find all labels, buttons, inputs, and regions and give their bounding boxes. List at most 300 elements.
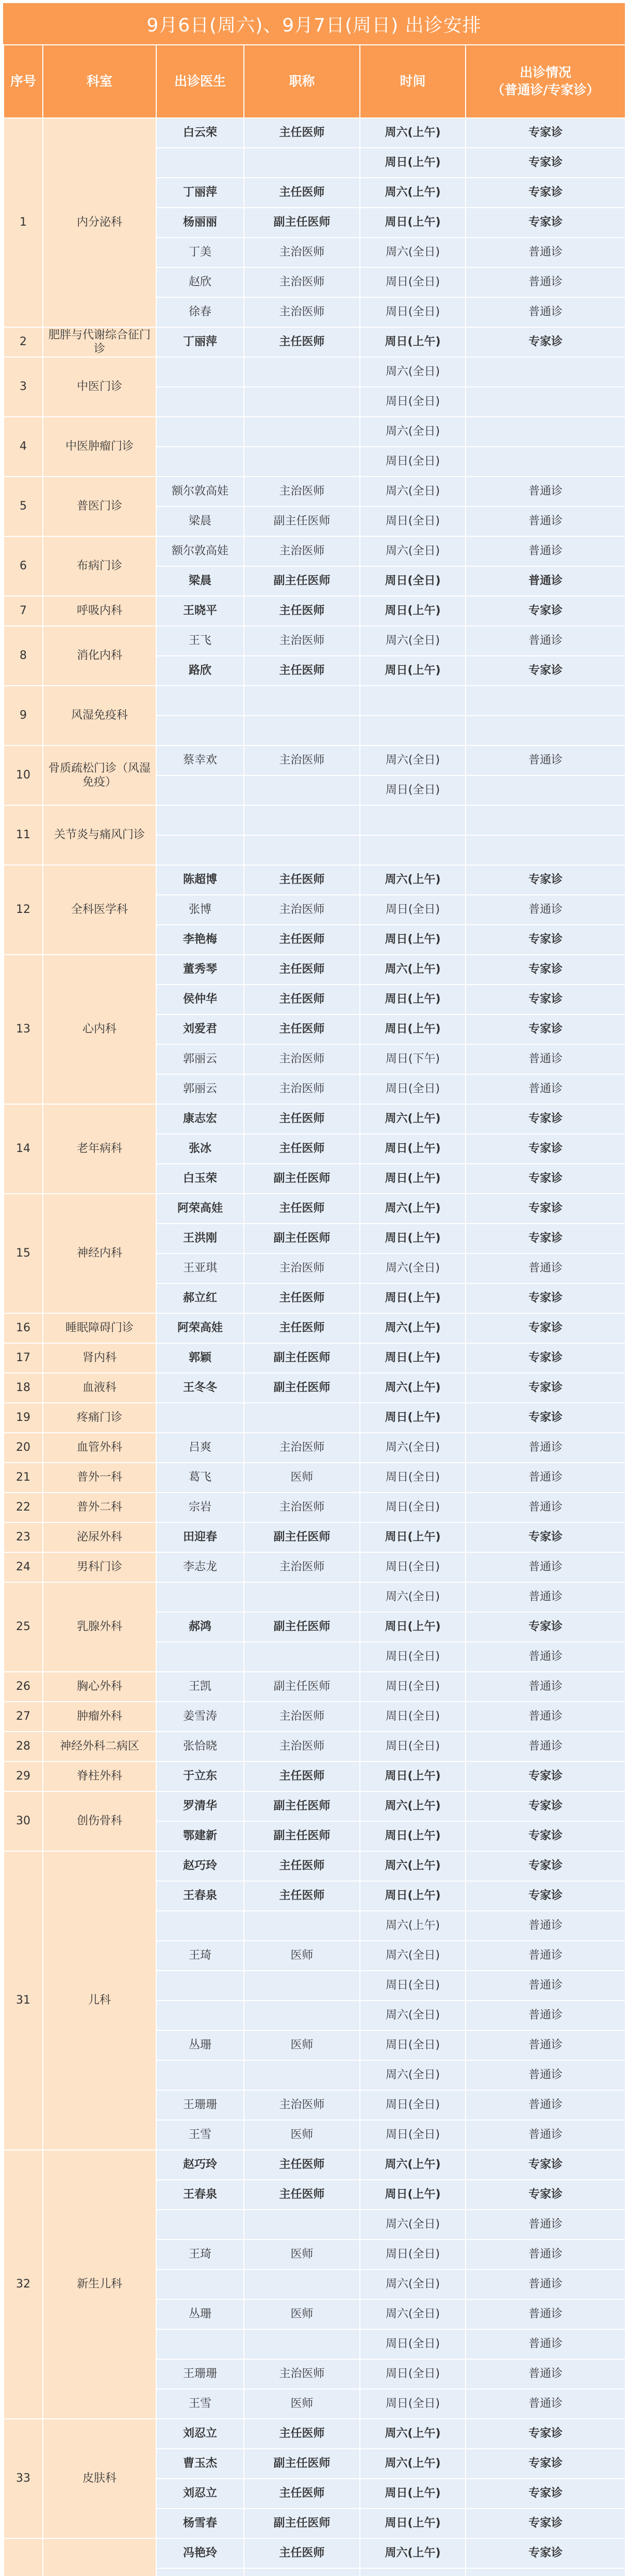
department-name: 中医门诊 bbox=[43, 357, 156, 417]
clinic-type: 普通诊 bbox=[466, 626, 625, 656]
clinic-type: 专家诊 bbox=[466, 2479, 625, 2509]
doctor-name: 额尔敦高娃 bbox=[156, 477, 244, 506]
row-number: 29 bbox=[4, 1761, 43, 1791]
doctor-title: 副主任医师 bbox=[244, 1821, 360, 1851]
clinic-time bbox=[360, 686, 466, 716]
clinic-time: 周日(全日) bbox=[360, 1702, 466, 1732]
doctor-title bbox=[244, 387, 360, 417]
clinic-type: 专家诊 bbox=[466, 2180, 625, 2210]
row-number: 17 bbox=[4, 1343, 43, 1373]
clinic-time: 周日(全日) bbox=[360, 506, 466, 536]
doctor-name bbox=[156, 2269, 244, 2299]
clinic-type: 专家诊 bbox=[466, 1134, 625, 1164]
header-title: 职称 bbox=[244, 45, 360, 118]
table-row bbox=[4, 745, 625, 775]
clinic-type: 普通诊 bbox=[466, 895, 625, 925]
department-name: 创伤骨科 bbox=[43, 1791, 156, 1851]
clinic-type: 普通诊 bbox=[466, 267, 625, 297]
clinic-time: 周六(上午) bbox=[360, 1911, 466, 1941]
clinic-type: 专家诊 bbox=[466, 955, 625, 985]
clinic-type: 专家诊 bbox=[466, 1014, 625, 1044]
row-number bbox=[4, 2538, 43, 2576]
doctor-title: 副主任医师 bbox=[244, 1224, 360, 1253]
clinic-type: 普通诊 bbox=[466, 1911, 625, 1941]
clinic-time: 周六(上午) bbox=[360, 2538, 466, 2568]
doctor-title: 主治医师 bbox=[244, 626, 360, 656]
doctor-name: 张博 bbox=[156, 895, 244, 925]
table-row bbox=[4, 2538, 625, 2568]
clinic-type: 专家诊 bbox=[466, 2449, 625, 2479]
clinic-type: 专家诊 bbox=[466, 925, 625, 955]
clinic-type bbox=[466, 835, 625, 865]
clinic-time: 周六(全日) bbox=[360, 2210, 466, 2240]
doctor-name: 李志龙 bbox=[156, 1552, 244, 1582]
doctor-title: 主任医师 bbox=[244, 1014, 360, 1044]
doctor-name: 张冰 bbox=[156, 1134, 244, 1164]
clinic-type: 专家诊 bbox=[466, 208, 625, 238]
doctor-name bbox=[156, 387, 244, 417]
doctor-title: 副主任医师 bbox=[244, 1373, 360, 1403]
clinic-time: 周六(全日) bbox=[360, 1433, 466, 1463]
table-row bbox=[4, 477, 625, 506]
clinic-type: 普通诊 bbox=[466, 2299, 625, 2329]
row-number: 28 bbox=[4, 1732, 43, 1761]
clinic-type: 普通诊 bbox=[466, 1941, 625, 1971]
doctor-name: 董秀琴 bbox=[156, 955, 244, 985]
clinic-type: 专家诊 bbox=[466, 2150, 625, 2180]
doctor-title: 主任医师 bbox=[244, 2538, 360, 2568]
clinic-type bbox=[466, 716, 625, 745]
department-name: 肾内科 bbox=[43, 1343, 156, 1373]
doctor-title: 主任医师 bbox=[244, 985, 360, 1014]
department-name: 普医门诊 bbox=[43, 477, 156, 536]
clinic-time: 周日(下午) bbox=[360, 1044, 466, 1074]
doctor-name: 杨雪春 bbox=[156, 2509, 244, 2538]
clinic-type: 专家诊 bbox=[466, 2509, 625, 2538]
schedule-sheet bbox=[3, 3, 625, 2576]
doctor-name: 李艳梅 bbox=[156, 925, 244, 955]
table-row bbox=[4, 536, 625, 566]
doctor-name bbox=[156, 1642, 244, 1672]
doctor-name: 冯艳玲 bbox=[156, 2538, 244, 2568]
clinic-time: 周日(全日) bbox=[360, 2090, 466, 2120]
clinic-time: 周六(全日) bbox=[360, 477, 466, 506]
doctor-title: 主任医师 bbox=[244, 1104, 360, 1134]
clinic-type: 专家诊 bbox=[466, 178, 625, 208]
department-name: 普外一科 bbox=[43, 1463, 156, 1493]
clinic-time: 周日(全日) bbox=[360, 2240, 466, 2269]
table-header-row bbox=[4, 45, 625, 118]
clinic-time: 周六(上午) bbox=[360, 1851, 466, 1881]
doctor-title bbox=[244, 1911, 360, 1941]
clinic-time: 周日(上午) bbox=[360, 1612, 466, 1642]
clinic-type: 专家诊 bbox=[466, 1403, 625, 1433]
clinic-type: 专家诊 bbox=[466, 1791, 625, 1821]
clinic-time: 周六(全日) bbox=[360, 536, 466, 566]
doctor-name: 王春泉 bbox=[156, 1881, 244, 1911]
table-row bbox=[4, 1582, 625, 1612]
clinic-time: 周日(全日) bbox=[360, 1552, 466, 1582]
table-row bbox=[4, 1672, 625, 1702]
clinic-time: 周日(全日) bbox=[360, 1971, 466, 2001]
clinic-time bbox=[360, 2568, 466, 2576]
clinic-type bbox=[466, 417, 625, 447]
clinic-time: 周六(全日) bbox=[360, 417, 466, 447]
doctor-title: 医师 bbox=[244, 2030, 360, 2060]
clinic-type: 专家诊 bbox=[466, 865, 625, 895]
schedule-table bbox=[3, 44, 626, 2576]
clinic-type: 普通诊 bbox=[466, 2090, 625, 2120]
table-row bbox=[4, 686, 625, 716]
clinic-time: 周六(上午) bbox=[360, 2419, 466, 2449]
department-name: 脊柱外科 bbox=[43, 1761, 156, 1791]
doctor-name: 郝立红 bbox=[156, 1283, 244, 1313]
doctor-title: 主任医师 bbox=[244, 1134, 360, 1164]
table-row bbox=[4, 1851, 625, 1881]
doctor-title bbox=[244, 1582, 360, 1612]
doctor-name: 田迎春 bbox=[156, 1522, 244, 1552]
doctor-title: 副主任医师 bbox=[244, 1343, 360, 1373]
doctor-title: 主任医师 bbox=[244, 1761, 360, 1791]
clinic-time: 周日(全日) bbox=[360, 297, 466, 327]
table-row bbox=[4, 805, 625, 835]
clinic-time: 周六(上午) bbox=[360, 955, 466, 985]
clinic-time: 周日(全日) bbox=[360, 1642, 466, 1672]
doctor-title: 主治医师 bbox=[244, 895, 360, 925]
doctor-name bbox=[156, 686, 244, 716]
doctor-name: 蔡幸欢 bbox=[156, 745, 244, 775]
doctor-title: 副主任医师 bbox=[244, 1612, 360, 1642]
department-name: 血管外科 bbox=[43, 1433, 156, 1463]
clinic-time: 周六(上午) bbox=[360, 2150, 466, 2180]
clinic-type: 专家诊 bbox=[466, 148, 625, 178]
row-number: 7 bbox=[4, 596, 43, 626]
doctor-name: 陈超博 bbox=[156, 865, 244, 895]
department-name: 心内科 bbox=[43, 955, 156, 1104]
clinic-type bbox=[466, 2568, 625, 2576]
doctor-title: 医师 bbox=[244, 2240, 360, 2269]
doctor-title: 医师 bbox=[244, 1941, 360, 1971]
row-number: 24 bbox=[4, 1552, 43, 1582]
table-row bbox=[4, 2150, 625, 2180]
clinic-time: 周日(上午) bbox=[360, 1164, 466, 1194]
row-number: 25 bbox=[4, 1582, 43, 1672]
table-row bbox=[4, 1463, 625, 1493]
header-no: 序号 bbox=[4, 45, 43, 118]
doctor-title bbox=[244, 1403, 360, 1433]
doctor-title: 副主任医师 bbox=[244, 2509, 360, 2538]
department-name: 皮肤科 bbox=[43, 2419, 156, 2538]
doctor-title bbox=[244, 2001, 360, 2030]
clinic-time: 周六(上午) bbox=[360, 1104, 466, 1134]
doctor-title: 医师 bbox=[244, 2120, 360, 2150]
clinic-time: 周六(上午) bbox=[360, 1194, 466, 1224]
doctor-title: 主任医师 bbox=[244, 2479, 360, 2509]
clinic-type: 专家诊 bbox=[466, 1851, 625, 1881]
doctor-title: 主任医师 bbox=[244, 1851, 360, 1881]
doctor-name: 姜雪涛 bbox=[156, 1702, 244, 1732]
department-name: 疼痛门诊 bbox=[43, 1403, 156, 1433]
row-number: 27 bbox=[4, 1702, 43, 1732]
clinic-type: 普通诊 bbox=[466, 2120, 625, 2150]
clinic-time: 周日(全日) bbox=[360, 895, 466, 925]
doctor-name: 赵巧玲 bbox=[156, 2150, 244, 2180]
department-name: 骨质疏松门诊（风湿免疫） bbox=[43, 745, 156, 805]
doctor-title bbox=[244, 1971, 360, 2001]
doctor-name: 王琦 bbox=[156, 2240, 244, 2269]
clinic-type: 普通诊 bbox=[466, 566, 625, 596]
clinic-type: 普通诊 bbox=[466, 1971, 625, 2001]
clinic-time bbox=[360, 835, 466, 865]
doctor-name: 丛珊 bbox=[156, 2030, 244, 2060]
clinic-time: 周六(上午) bbox=[360, 178, 466, 208]
clinic-time: 周日(上午) bbox=[360, 925, 466, 955]
doctor-title: 主治医师 bbox=[244, 1732, 360, 1761]
doctor-name: 赵欣 bbox=[156, 267, 244, 297]
clinic-time: 周六(全日) bbox=[360, 1253, 466, 1283]
department-name: 全科医学科 bbox=[43, 865, 156, 955]
doctor-title: 主任医师 bbox=[244, 1194, 360, 1224]
row-number: 22 bbox=[4, 1493, 43, 1522]
doctor-name: 阿荣高娃 bbox=[156, 1194, 244, 1224]
row-number: 9 bbox=[4, 686, 43, 745]
doctor-name bbox=[156, 835, 244, 865]
doctor-name: 王冬冬 bbox=[156, 1373, 244, 1403]
table-row bbox=[4, 626, 625, 656]
clinic-time: 周日(全日) bbox=[360, 1493, 466, 1522]
doctor-title: 主治医师 bbox=[244, 267, 360, 297]
clinic-type: 普通诊 bbox=[466, 1732, 625, 1761]
department-name: 中医肿瘤门诊 bbox=[43, 417, 156, 477]
doctor-title bbox=[244, 2329, 360, 2359]
doctor-title: 主任医师 bbox=[244, 1313, 360, 1343]
doctor-name bbox=[156, 148, 244, 178]
department-name: 睡眠障碍门诊 bbox=[43, 1313, 156, 1343]
doctor-name bbox=[156, 2001, 244, 2030]
doctor-name bbox=[156, 417, 244, 447]
row-number: 1 bbox=[4, 118, 43, 327]
clinic-type: 专家诊 bbox=[466, 1313, 625, 1343]
doctor-title bbox=[244, 417, 360, 447]
row-number: 4 bbox=[4, 417, 43, 477]
clinic-time: 周日(全日) bbox=[360, 1074, 466, 1104]
clinic-type: 普通诊 bbox=[466, 2240, 625, 2269]
doctor-name bbox=[156, 447, 244, 477]
clinic-time: 周六(全日) bbox=[360, 2060, 466, 2090]
department-name: 普外二科 bbox=[43, 1493, 156, 1522]
doctor-name: 王珊珊 bbox=[156, 2359, 244, 2389]
doctor-name: 王雪 bbox=[156, 2120, 244, 2150]
doctor-name: 郝鸿 bbox=[156, 1612, 244, 1642]
department-name: 神经内科 bbox=[43, 1194, 156, 1313]
table-row bbox=[4, 1493, 625, 1522]
doctor-name: 鄂建新 bbox=[156, 1821, 244, 1851]
clinic-time: 周六(全日) bbox=[360, 1941, 466, 1971]
doctor-name: 丁丽萍 bbox=[156, 327, 244, 357]
clinic-type: 普通诊 bbox=[466, 477, 625, 506]
row-number: 11 bbox=[4, 805, 43, 865]
row-number: 16 bbox=[4, 1313, 43, 1343]
clinic-type: 普通诊 bbox=[466, 1253, 625, 1283]
clinic-time: 周日(上午) bbox=[360, 985, 466, 1014]
doctor-title: 副主任医师 bbox=[244, 1522, 360, 1552]
doctor-name: 康志宏 bbox=[156, 1104, 244, 1134]
doctor-title bbox=[244, 716, 360, 745]
doctor-title bbox=[244, 835, 360, 865]
row-number: 14 bbox=[4, 1104, 43, 1194]
clinic-time: 周日(上午) bbox=[360, 1014, 466, 1044]
clinic-type: 普通诊 bbox=[466, 238, 625, 267]
clinic-time: 周日(上午) bbox=[360, 1821, 466, 1851]
doctor-title bbox=[244, 357, 360, 387]
doctor-title: 医师 bbox=[244, 2299, 360, 2329]
header-dept: 科室 bbox=[43, 45, 156, 118]
doctor-name bbox=[156, 2060, 244, 2090]
doctor-title: 主任医师 bbox=[244, 178, 360, 208]
clinic-type: 普通诊 bbox=[466, 2210, 625, 2240]
clinic-time: 周六(上午) bbox=[360, 1791, 466, 1821]
doctor-name: 阿荣高娃 bbox=[156, 1313, 244, 1343]
doctor-name: 于立东 bbox=[156, 1761, 244, 1791]
department-name: 呼吸内科 bbox=[43, 596, 156, 626]
table-row bbox=[4, 118, 625, 148]
department-name: 男科门诊 bbox=[43, 1552, 156, 1582]
clinic-time: 周日(全日) bbox=[360, 2359, 466, 2389]
table-row bbox=[4, 1403, 625, 1433]
doctor-name: 王亚琪 bbox=[156, 1253, 244, 1283]
doctor-title: 主任医师 bbox=[244, 327, 360, 357]
table-row bbox=[4, 1761, 625, 1791]
department-name: 关节炎与痛风门诊 bbox=[43, 805, 156, 865]
doctor-name: 白玉荣 bbox=[156, 1164, 244, 1194]
doctor-name: 丁美 bbox=[156, 238, 244, 267]
doctor-title: 主治医师 bbox=[244, 1253, 360, 1283]
department-name: 风湿免疫科 bbox=[43, 686, 156, 745]
clinic-type: 专家诊 bbox=[466, 1194, 625, 1224]
clinic-time: 周六(上午) bbox=[360, 1373, 466, 1403]
doctor-name: 曹玉杰 bbox=[156, 2449, 244, 2479]
clinic-time: 周日(上午) bbox=[360, 1283, 466, 1313]
doctor-name: 杨丽丽 bbox=[156, 208, 244, 238]
doctor-name: 侯仲华 bbox=[156, 985, 244, 1014]
doctor-name: 张恰晓 bbox=[156, 1732, 244, 1761]
clinic-time: 周六(全日) bbox=[360, 1582, 466, 1612]
clinic-time: 周六(全日) bbox=[360, 2001, 466, 2030]
doctor-name: 路欣 bbox=[156, 656, 244, 686]
doctor-name bbox=[156, 805, 244, 835]
doctor-title: 主治医师 bbox=[244, 745, 360, 775]
clinic-time: 周日(上午) bbox=[360, 327, 466, 357]
clinic-type: 专家诊 bbox=[466, 1224, 625, 1253]
clinic-time: 周日(上午) bbox=[360, 2509, 466, 2538]
clinic-type bbox=[466, 805, 625, 835]
doctor-title: 主任医师 bbox=[244, 118, 360, 148]
department-name: 消化内科 bbox=[43, 626, 156, 686]
doctor-name: 赵巧玲 bbox=[156, 1851, 244, 1881]
doctor-title bbox=[244, 686, 360, 716]
doctor-title: 副主任医师 bbox=[244, 208, 360, 238]
row-number: 12 bbox=[4, 865, 43, 955]
clinic-type: 普通诊 bbox=[466, 2030, 625, 2060]
doctor-title bbox=[244, 2210, 360, 2240]
doctor-title: 主任医师 bbox=[244, 925, 360, 955]
doctor-name: 梁晨 bbox=[156, 566, 244, 596]
clinic-type: 专家诊 bbox=[466, 2419, 625, 2449]
row-number: 19 bbox=[4, 1403, 43, 1433]
clinic-time: 周六(上午) bbox=[360, 1313, 466, 1343]
doctor-title: 主治医师 bbox=[244, 1552, 360, 1582]
department-name bbox=[43, 2538, 156, 2576]
clinic-time: 周日(上午) bbox=[360, 1224, 466, 1253]
doctor-title: 主治医师 bbox=[244, 1702, 360, 1732]
doctor-title bbox=[244, 2269, 360, 2299]
clinic-type: 普通诊 bbox=[466, 2389, 625, 2419]
table-row bbox=[4, 2419, 625, 2449]
doctor-name bbox=[156, 2568, 244, 2576]
clinic-type: 普通诊 bbox=[466, 1044, 625, 1074]
table-row bbox=[4, 1522, 625, 1552]
clinic-type: 专家诊 bbox=[466, 1283, 625, 1313]
doctor-name: 徐春 bbox=[156, 297, 244, 327]
doctor-name bbox=[156, 1971, 244, 2001]
clinic-time: 周六(全日) bbox=[360, 2299, 466, 2329]
doctor-title: 主任医师 bbox=[244, 2180, 360, 2210]
clinic-time: 周日(全日) bbox=[360, 2389, 466, 2419]
clinic-type: 专家诊 bbox=[466, 118, 625, 148]
row-number: 33 bbox=[4, 2419, 43, 2538]
department-name: 血液科 bbox=[43, 1373, 156, 1403]
department-name: 泌尿外科 bbox=[43, 1522, 156, 1552]
department-name: 肥胖与代谢综合征门诊 bbox=[43, 327, 156, 357]
row-number: 8 bbox=[4, 626, 43, 686]
doctor-title: 主治医师 bbox=[244, 1493, 360, 1522]
doctor-name: 丁丽萍 bbox=[156, 178, 244, 208]
clinic-time: 周日(上午) bbox=[360, 2479, 466, 2509]
doctor-name: 王飞 bbox=[156, 626, 244, 656]
page-title: 9月6日(周六)、9月7日(周日) 出诊安排 bbox=[3, 3, 625, 44]
table-row bbox=[4, 1791, 625, 1821]
doctor-title: 副主任医师 bbox=[244, 2449, 360, 2479]
department-name: 新生儿科 bbox=[43, 2150, 156, 2419]
clinic-type: 普通诊 bbox=[466, 1702, 625, 1732]
table-row bbox=[4, 1343, 625, 1373]
clinic-time bbox=[360, 716, 466, 745]
doctor-title: 主任医师 bbox=[244, 865, 360, 895]
department-name: 内分泌科 bbox=[43, 118, 156, 327]
clinic-time: 周日(上午) bbox=[360, 656, 466, 686]
doctor-title: 主治医师 bbox=[244, 238, 360, 267]
department-name: 神经外科二病区 bbox=[43, 1732, 156, 1761]
doctor-title bbox=[244, 2060, 360, 2090]
doctor-name: 王雪 bbox=[156, 2389, 244, 2419]
clinic-type: 普通诊 bbox=[466, 2060, 625, 2090]
clinic-time: 周日(全日) bbox=[360, 1463, 466, 1493]
doctor-name bbox=[156, 1582, 244, 1612]
doctor-title: 主任医师 bbox=[244, 1283, 360, 1313]
doctor-name: 罗清华 bbox=[156, 1791, 244, 1821]
clinic-type: 普通诊 bbox=[466, 1074, 625, 1104]
clinic-type: 普通诊 bbox=[466, 1463, 625, 1493]
doctor-name: 葛飞 bbox=[156, 1463, 244, 1493]
table-row bbox=[4, 417, 625, 447]
clinic-time: 周日(全日) bbox=[360, 387, 466, 417]
table-row bbox=[4, 1433, 625, 1463]
clinic-type: 专家诊 bbox=[466, 1612, 625, 1642]
clinic-type bbox=[466, 387, 625, 417]
doctor-name: 王珊珊 bbox=[156, 2090, 244, 2120]
clinic-time: 周日(全日) bbox=[360, 2329, 466, 2359]
clinic-type: 专家诊 bbox=[466, 1761, 625, 1791]
